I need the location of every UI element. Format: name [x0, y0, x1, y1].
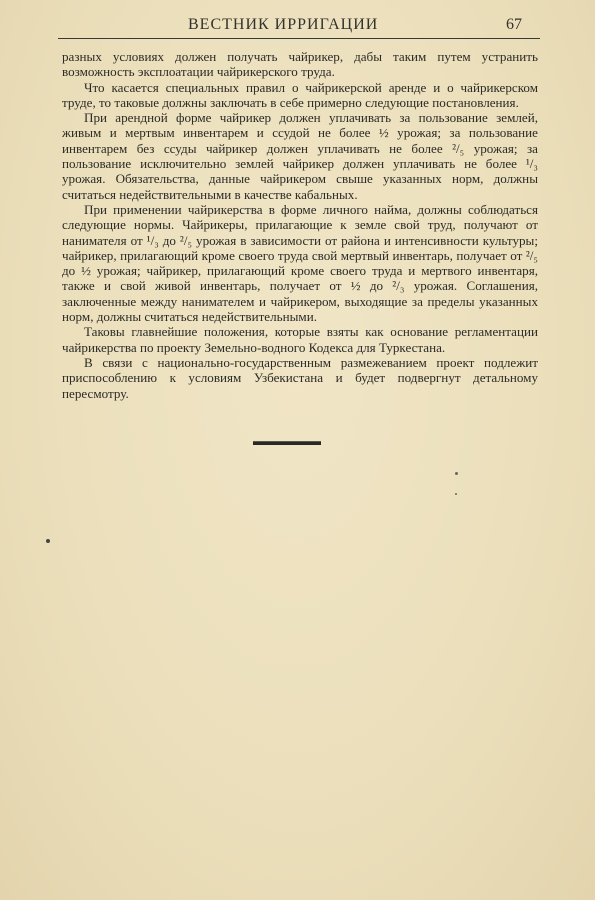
paper-speck — [46, 539, 50, 543]
running-title: ВЕСТНИК ИРРИГАЦИИ — [188, 16, 379, 33]
end-of-article-rule — [253, 441, 321, 445]
paper-speck — [455, 493, 457, 495]
paragraph: В связи с национально-государственным размежеванием проект подлежит приспособлению к условиям Узбекистана и будет подвергнут детальному пересмотру. — [62, 354, 538, 401]
paragraph: При применении чайрикерства в форме личного найма, должны соблюдаться следующие нормы. Чайрикеры, прилагающие к земле свой труд, получают от нанимателя от ¹/₃ до ²/₅ урожая в зависимости от района и интенсивности культуры; чайрикер, прилагающий кроме своего труда свой мертвый инвентарь, получает от ²/₅ до ½ урожая; чайрикер, прилагающий кроме своего труда и мертвого инвентаря, также и свой живой инвентарь, получает от ½ до ²/₃ урожая. Соглашения, заключенные между нанимателем и чайрикером, выходящие за пределы указанных норм, должны считаться недействительными. — [62, 201, 538, 325]
paragraph: При арендной форме чайрикер должен уплачивать за пользование землей, живым и мертвым инвентарем и ссудой не более ½ урожая; за пользование инвентарем без ссуды чайрикер должен уплачивать не более ²/₅ урожая; за пользование исключительно землей чайрикер должен уплачивать не более ¹/₃ урожая. Обязательства, данные чайрикером свыше указанных норм, должны считаться недействительными в качестве кабальных. — [62, 110, 538, 202]
paper-speck — [455, 472, 458, 475]
page-number: 67 — [506, 16, 522, 33]
paragraph: Таковы главнейшие положения, которые взяты как основание регламентации чайрикерства по проекту Земельно-водного Кодекса для Туркестана. — [62, 324, 538, 355]
paragraph: Что касается специальных правил о чайрикерской аренде и о чайрикерском труде, то таковые должны заключать в себе примерно следующие постановления. — [62, 79, 538, 110]
page-header — [58, 14, 540, 39]
article-body — [62, 49, 538, 401]
paragraph-continued: разных условиях должен получать чайрикер, дабы таким путем устранить возможность эксплоатации чайрикерского труда. — [62, 49, 538, 80]
